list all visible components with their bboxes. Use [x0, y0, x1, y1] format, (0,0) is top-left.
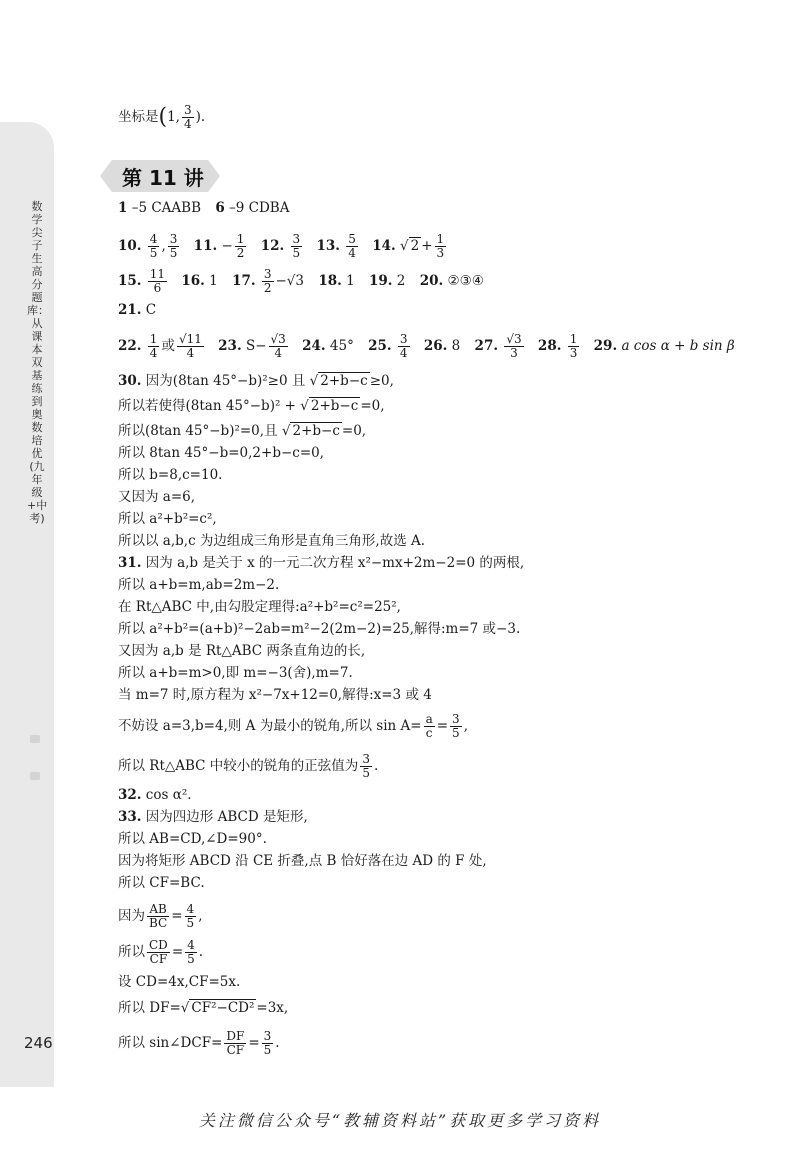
- solution-line: 所以以 a,b,c 为边组成三角形是直角三角形,故选 A.: [118, 533, 426, 549]
- solution-line: 所以 b=8,c=10.: [118, 467, 223, 483]
- solution-line: 32. cos α².: [118, 787, 192, 803]
- answer-row: 10. $\frac{4}{5}$ , $\frac{3}{5}$ 11. − $\frac{1}{2}$ 12. $\frac{3}{5}$ 13. $\frac{5}{4}$ 14. √ 2 + $\frac{1}{3}$: [118, 232, 445, 260]
- side-decoration: [30, 735, 40, 743]
- book-title-vertical: 数学尖子生高分题库：从课本双基练到奥数培优(九年级+中考): [27, 200, 49, 525]
- solution-line: 33. 因为四边形 ABCD 是矩形,: [118, 809, 308, 825]
- solution-line: 所以(8tan 45°−b)²=0,且 √ 2+b−c =0,: [118, 423, 367, 439]
- solution-line: 所以 Rt△ABC 中较小的锐角的正弦值为 $\frac{3}{5}$ .: [118, 752, 379, 780]
- coordinate-line: 坐标是(1, $\frac{3}{4}$ ).: [118, 103, 206, 131]
- solution-line: 因为 $\frac{AB}{BC}$ = $\frac{4}{5}$ ,: [118, 902, 203, 930]
- solution-line: 所以 CF=BC.: [118, 875, 205, 891]
- answer-row: 1 –5 CAABB 6 –9 CDBA: [118, 200, 290, 216]
- solution-line: 因为将矩形 ABCD 沿 CE 折叠,点 B 恰好落在边 AD 的 F 处,: [118, 853, 487, 869]
- section-title: 第 11 讲: [122, 166, 204, 190]
- solution-line: 所以 a²+b²=(a+b)²−2ab=m²−2(2m−2)=25,解得:m=7 或−3.: [118, 621, 521, 637]
- solution-line: 所以 DF=√ CF²−CD² =3x,: [118, 1000, 289, 1016]
- answer-row: 22. $\frac{1}{4}$ 或 $\frac{√11}{4}$ 23. S− $\frac{√3}{4}$ 24. 45° 25. $\frac{3}{4}$ 26. 8 27. $\frac{√3}{3}$ 28. $\frac{1}{3}$ 29. a cos α + b sin β: [118, 332, 735, 360]
- solution-line: 所以 a+b=m>0,即 m=−3(舍),m=7.: [118, 665, 353, 681]
- solution-line: 30. 因为(8tan 45°−b)²≥0 且 √ 2+b−c ≥0,: [118, 373, 394, 389]
- footer-watermark: 关注微信公众号“教辅资料站”获取更多学习资料: [198, 1111, 602, 1130]
- page-number: 246: [24, 1034, 53, 1052]
- solution-line: 31. 因为 a,b 是关于 x 的一元二次方程 x²−mx+2m−2=0 的两根,: [118, 555, 525, 571]
- solution-line: 所以 8tan 45°−b=0,2+b−c=0,: [118, 445, 325, 461]
- solution-line: 不妨设 a=3,b=4,则 A 为最小的锐角,所以 sin A= $\frac{a}{c}$ = $\frac{3}{5}$ ,: [118, 712, 468, 740]
- solution-line: 所以 AB=CD,∠D=90°.: [118, 831, 267, 847]
- solution-line: 设 CD=4x,CF=5x.: [118, 974, 241, 990]
- answer-row: 21. C: [118, 302, 157, 318]
- solution-line: 又因为 a,b 是 Rt△ABC 两条直角边的长,: [118, 643, 366, 659]
- answer-row: 15. $\frac{11}{6}$ 16. 1 17. $\frac{3}{2}$ −√3 18. 1 19. 2 20. ②③④: [118, 267, 484, 295]
- solution-line: 所以 a²+b²=c²,: [118, 511, 217, 527]
- solution-line: 当 m=7 时,原方程为 x²−7x+12=0,解得:x=3 或 4: [118, 687, 432, 703]
- side-decoration: [30, 772, 40, 780]
- solution-line: 所以 a+b=m,ab=2m−2.: [118, 577, 280, 593]
- solution-line: 所以 $\frac{CD}{CF}$ = $\frac{4}{5}$ .: [118, 938, 204, 966]
- solution-line: 又因为 a=6,: [118, 489, 196, 505]
- solution-line: 在 Rt△ABC 中,由勾股定理得:a²+b²=c²=25²,: [118, 599, 401, 615]
- solution-line: 所以 sin∠DCF= $\frac{DF}{CF}$ = $\frac{3}{5}$ .: [118, 1029, 280, 1057]
- solution-line: 所以若使得(8tan 45°−b)² + √ 2+b−c =0,: [118, 398, 385, 414]
